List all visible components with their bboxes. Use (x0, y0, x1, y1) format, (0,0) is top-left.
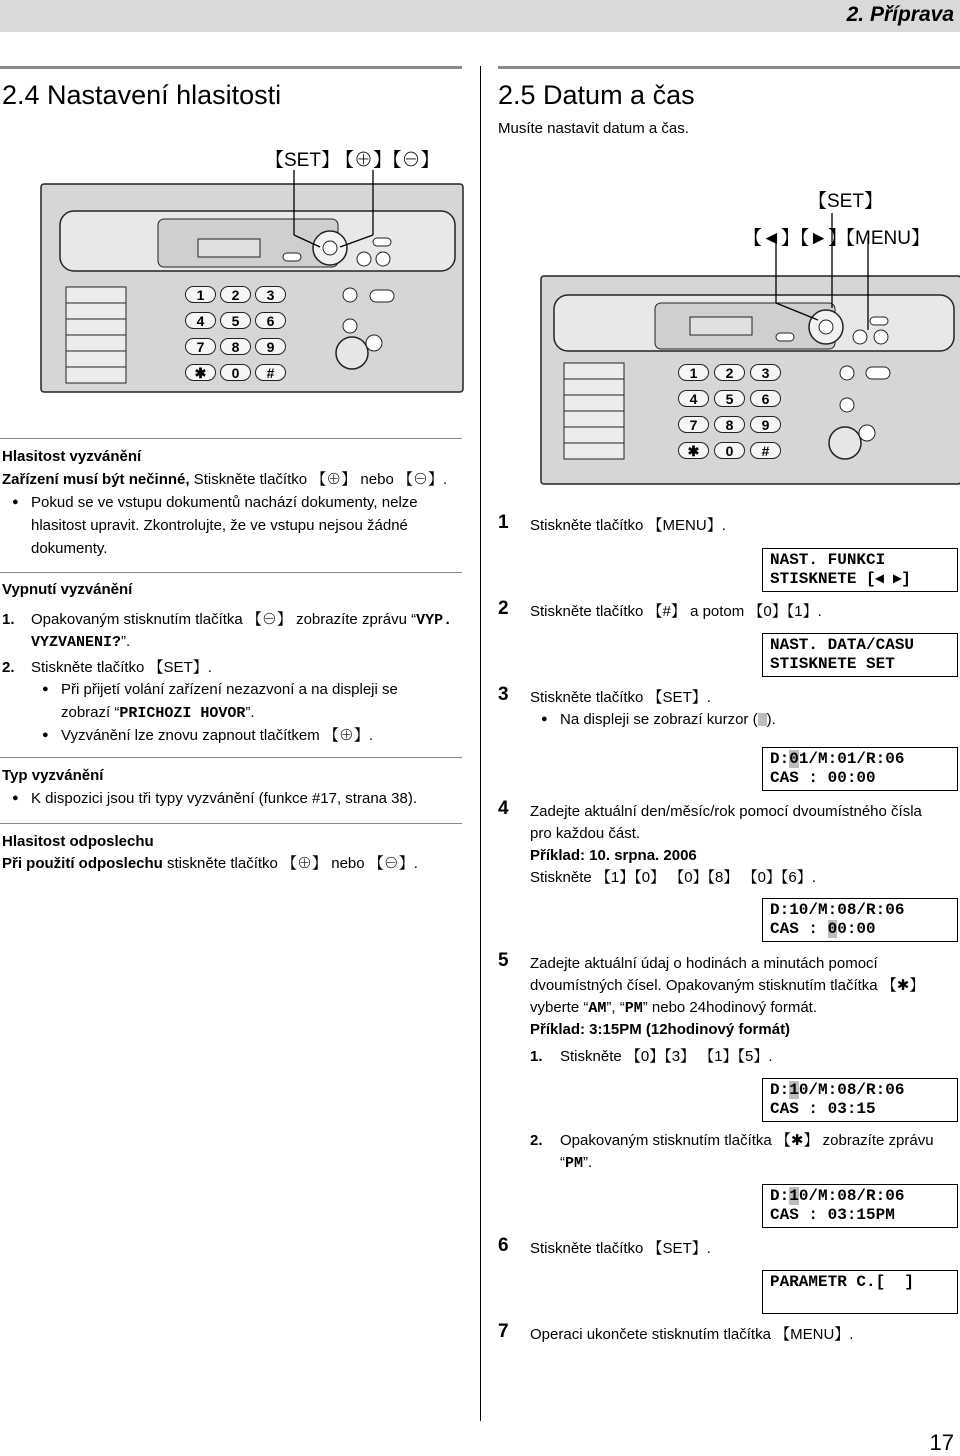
step-3-num: 3 (498, 684, 509, 705)
step-2-num: 2 (498, 598, 509, 619)
ringer-off-step1-cont: VYZVANENI?”. (31, 633, 131, 651)
step-4-example: Příklad: 10. srpna. 2006 (530, 847, 697, 864)
rule (0, 572, 462, 573)
lcd-display-6: D:10/M:08/R:06 CAS : 03:15PM (762, 1184, 958, 1228)
step-5-sub2-cont: “PM”. (560, 1154, 593, 1172)
step-4-press: Stiskněte 【1】【0】 【0】【8】 【0】【6】. (530, 869, 816, 886)
ringer-off-bullet1-cont: zobrazí “PRICHOZI HOVOR”. (61, 704, 255, 722)
step-4-line2: pro každou část. (530, 825, 641, 842)
ringer-off-bullet2: ● Vyzvánění lze znovu zapnout tlačítkem 【⊕】. (61, 724, 373, 747)
lcd-display-1: NAST. FUNKCI STISKNETE [◂ ▸] (762, 548, 958, 592)
datetime-intro: Musíte nastavit datum a čas. (498, 120, 689, 137)
step-1-num: 1 (498, 512, 509, 533)
step-5-line3: vyberte “AM”, “PM” nebo 24hodinový formát. (530, 999, 817, 1017)
step-3-bullet: ● Na displeji se zobrazí kurzor ( ). (560, 708, 776, 731)
step-5-sub1: Stiskněte 【0】【3】 【1】【5】. (560, 1048, 773, 1065)
ring-volume-bullet-line3: dokumenty. (31, 540, 108, 557)
callout-lines-left (280, 165, 390, 255)
monitor-title: Hlasitost odposlechu (2, 833, 154, 850)
callout-lines-right (770, 208, 890, 338)
left-top-rule (0, 66, 462, 69)
ringer-off-step1: Opakovaným stisknutím tlačítka 【⊖】 zobrazíte zprávu “VYP. (31, 611, 453, 629)
rule (0, 823, 462, 824)
step-5-num: 5 (498, 950, 509, 971)
step-7-num: 7 (498, 1321, 509, 1342)
ring-type-bullet: ● K dispozici jsou tři typy vyzvánění (funkce #17, strana 38). (31, 787, 417, 810)
fax-device-illustration-right: 1 2 3 4 5 6 7 8 9 ✱ 0 # (540, 275, 960, 485)
step-5-sub2: Opakovaným stisknutím tlačítka 【✱】 zobrazíte zprávu (560, 1132, 934, 1149)
step-6-text: Stiskněte tlačítko 【SET】. (530, 1240, 711, 1257)
step-5-line2: dvoumístných čísel. Opakovaným stisknutím tlačítka 【✱】 (530, 977, 925, 994)
set-button-label: 【SET】 (265, 150, 340, 171)
ringer-off-step1-num: 1. (2, 611, 15, 628)
step-1-text: Stiskněte tlačítko 【MENU】. (530, 517, 726, 534)
cursor-swatch (758, 713, 767, 726)
page-number: 17 (929, 1430, 954, 1455)
plus-minus-label: 【⊕】【⊖】 (335, 150, 440, 171)
arrow-buttons-label: 【◄】【►】 (743, 228, 848, 249)
fax-device-illustration-left: 1 2 3 4 5 6 7 8 9 ✱ 0 # (40, 183, 464, 393)
rule (0, 438, 462, 439)
ring-volume-title: Hlasitost vyzvánění (2, 448, 142, 465)
monitor-text: Při použití odposlechu stiskněte tlačítko 【⊕】 nebo 【⊖】. (2, 855, 418, 872)
rule (0, 757, 462, 758)
step-7-text: Operaci ukončete stisknutím tlačítka 【MENU】. (530, 1326, 854, 1343)
step-3-text: Stiskněte tlačítko 【SET】. (530, 689, 711, 706)
ring-type-title: Typ vyzvánění (2, 767, 104, 784)
step-5-sub1-num: 1. (530, 1048, 543, 1065)
ringer-off-title: Vypnutí vyzvánění (2, 581, 133, 598)
header-bar (0, 0, 960, 32)
ringer-off-step2-num: 2. (2, 659, 15, 676)
fax-device-svg (40, 183, 464, 393)
step-5-sub2-num: 2. (530, 1132, 543, 1149)
section-heading-datetime: 2.5 Datum a čas (498, 80, 695, 110)
lcd-display-4: D:10/M:08/R:06 CAS : 00:00 (762, 898, 958, 942)
ring-volume-text: Zařízení musí být nečinné, Stiskněte tlačítko 【⊕】 nebo 【⊖】. (2, 471, 448, 488)
ring-volume-bullet-line1: ● Pokud se ve vstupu dokumentů nachází dokumenty, nelze (31, 491, 418, 514)
step-2-text: Stiskněte tlačítko 【#】 a potom 【0】【1】. (530, 603, 822, 620)
right-top-rule (498, 66, 960, 69)
step-6-num: 6 (498, 1235, 509, 1256)
ringer-off-step2: Stiskněte tlačítko 【SET】. (31, 659, 212, 676)
lcd-display-3: D:01/M:01/R:06 CAS : 00:00 (762, 747, 958, 791)
step-4-line1: Zadejte aktuální den/měsíc/rok pomocí dvoumístného čísla (530, 803, 922, 820)
column-divider (480, 66, 481, 1421)
step-5-example: Příklad: 3:15PM (12hodinový formát) (530, 1021, 791, 1038)
step-5-line1: Zadejte aktuální údaj o hodinách a minutách pomocí (530, 955, 878, 972)
ringer-off-bullet1: ● Při přijetí volání zařízení nezazvoní a na displeji se (61, 678, 398, 701)
set-button-label-right: 【SET】 (808, 191, 883, 212)
chapter-title: 2. Příprava (846, 3, 954, 26)
ring-volume-bullet-line2: hlasitost upravit. Zkontrolujte, že ve vstupu nejsou žádné (31, 517, 408, 534)
lcd-display-7: PARAMETR C.[ ] (762, 1270, 958, 1314)
step-4-num: 4 (498, 798, 509, 819)
section-heading-volume: 2.4 Nastavení hlasitosti (2, 80, 282, 110)
lcd-display-5: D:10/M:08/R:06 CAS : 03:15 (762, 1078, 958, 1122)
menu-button-label: 【MENU】 (836, 228, 930, 249)
lcd-display-2: NAST. DATA/CASU STISKNETE SET (762, 633, 958, 677)
